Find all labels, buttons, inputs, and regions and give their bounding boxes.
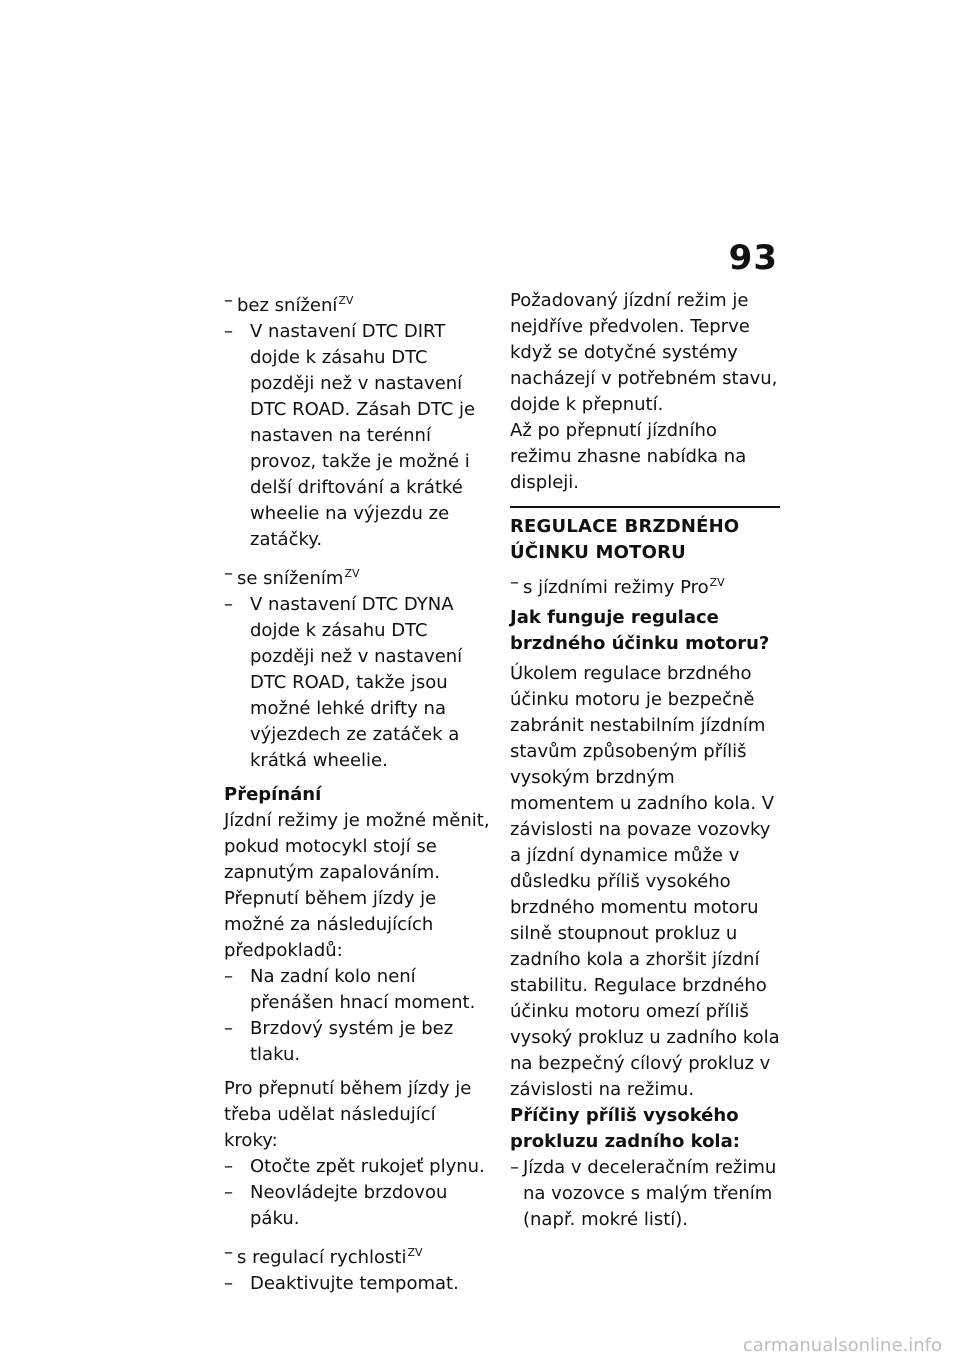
section-heading: Přepínání (224, 784, 322, 805)
question-heading: Jak funguje regulace brzdného účinku motoru? (510, 607, 770, 654)
right-column (510, 288, 780, 1233)
list-item: – Brzdový systém je bez tlaku. (224, 1016, 492, 1068)
paragraph: Až po přepnutí jízdního režimu zhasne nabídka na displeji. (510, 420, 747, 493)
left-column (224, 288, 492, 1297)
page-number: 93 (728, 238, 778, 278)
section-divider (510, 506, 780, 508)
list-item: – Deaktivujte tempomat. (224, 1271, 492, 1297)
paragraph: Úkolem regulace brzdného účinku motoru je bezpečně zabránit nestabilním jízdním stavům způsobeným příliš vysokým brzdným momentem u zadního kola. V závislosti na povaze vozovky a jízdní dynamice může v důsledku příliš vysokého brzdného momentu motoru silně stoupnout prokluz u zadního kola a zhoršit jízdní stabilitu. Regulace brzdného účinku motoru omezí příliš vysoký prokluz u zadního kola na bezpečný cílový prokluz v závislosti na režimu. (510, 663, 780, 1100)
variant-label: – s regulací rychlosti$^{ZV}$ (224, 1240, 492, 1271)
list-item: – Neovládejte brzdovou páku. (224, 1180, 492, 1232)
paragraph: Požadovaný jízdní režim je nejdříve předvolen. Teprve když se dotyčné systémy nacházejí v potřebném stavu, dojde k přepnutí. (510, 290, 778, 415)
list-item: – V nastavení DTC DIRT dojde k zásahu DTC později než v nastavení DTC ROAD. Zásah DTC je nastaven na terénní provoz, takže je možné i delší driftování a krátké wheelie na výjezdu ze zatáčky. (224, 319, 492, 553)
variant-label: – s jízdními režimy Pro$^{ZV}$ (510, 570, 780, 601)
list-item: – Na zadní kolo není přenášen hnací moment. (224, 964, 492, 1016)
list-item: – V nastavení DTC DYNA dojde k zásahu DTC později než v nastavení DTC ROAD, takže jsou možné lehké drifty na výjezdech ze zatáček a krátká wheelie. (224, 592, 492, 774)
list-item: – Otočte zpět rukojeť plynu. (224, 1154, 492, 1180)
watermark-text: carmanualsonline.info (742, 1335, 942, 1356)
section-title: REGULACE BRZDNÉHO ÚČINKU MOTORU (510, 516, 740, 563)
variant-label: – se snížením$^{ZV}$ (224, 561, 492, 592)
paragraph: Jízdní režimy je možné měnit, pokud motocykl stojí se zapnutým zapalováním. Přepnutí během jízdy je možné za následujících předpokladů: (224, 810, 490, 961)
variant-label: – bez snížení$^{ZV}$ (224, 288, 492, 319)
paragraph: Pro přepnutí během jízdy je třeba udělat následující kroky: (224, 1078, 472, 1151)
causes-heading: Příčiny příliš vysokého prokluzu zadního kola: (510, 1105, 740, 1152)
list-item: – Jízda v deceleračním režimu na vozovce s malým třením (např. mokré listí). (510, 1155, 780, 1233)
